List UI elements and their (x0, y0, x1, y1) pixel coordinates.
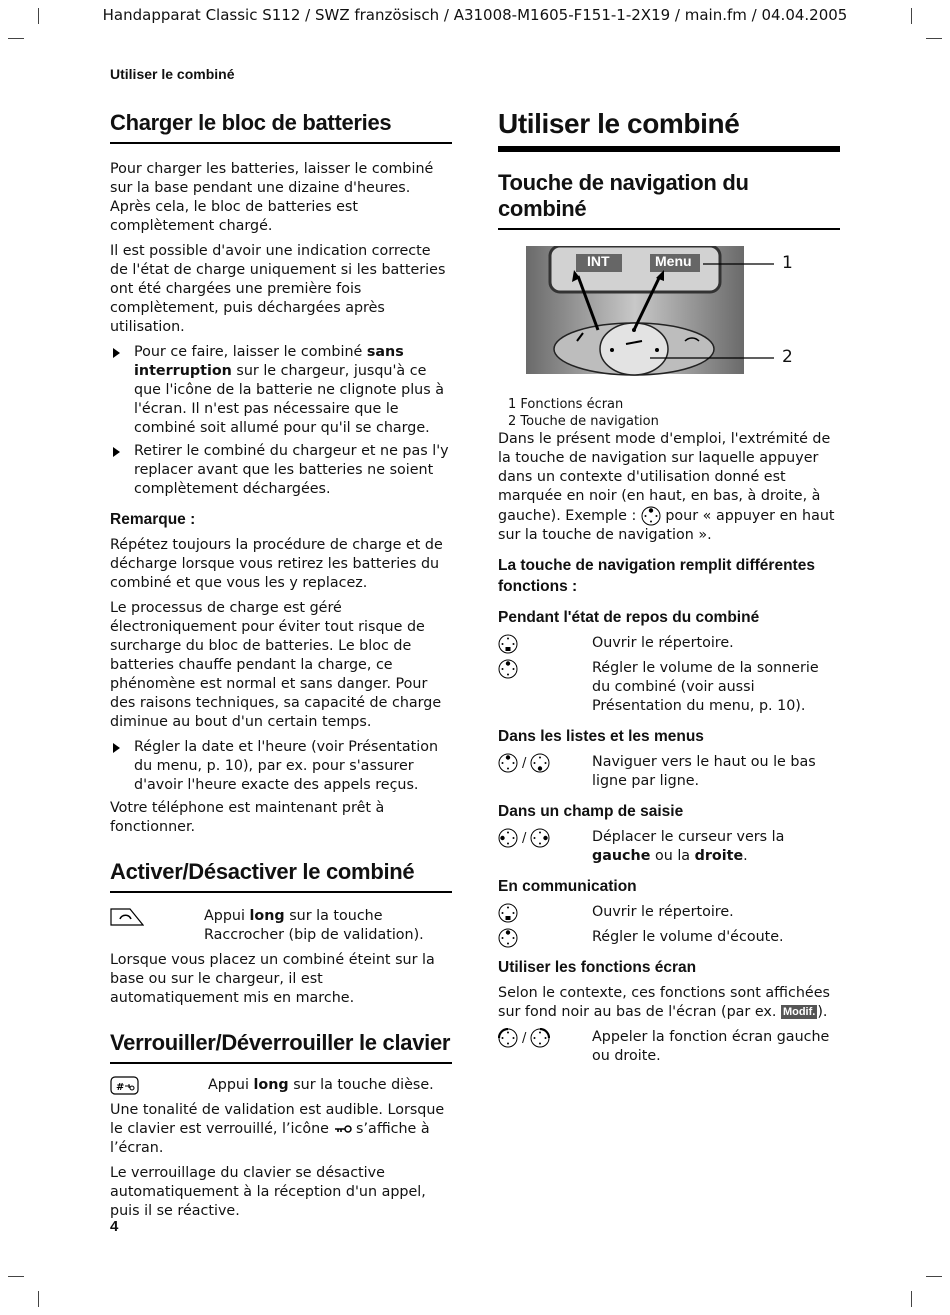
bold-text: long (249, 908, 285, 924)
separator: / (522, 755, 527, 771)
crop-mark (38, 1291, 39, 1307)
text: sur la touche Raccrocher (bip de validation). (204, 908, 424, 943)
paragraph: Lorsque vous placez un combiné éteint sur la base ou sur le chargeur, il est automatiquement mis en marche. (110, 952, 435, 1006)
text: Dans le présent mode d'emploi, l'extrémité de la touche de navigation sur laquelle appuyer dans un contexte d'utilisation donné est marquée en noir (en haut, en bas, à droite, à gauche). Exemple : (498, 431, 831, 524)
chapter-title: Utiliser le combiné (498, 108, 840, 152)
instruction-text: Ouvrir le répertoire. (592, 904, 734, 920)
instruction-row (498, 634, 840, 653)
subheading: Utiliser les fonctions écran (498, 959, 697, 976)
text: Déplacer le curseur vers la (592, 829, 785, 845)
text: Pour ce faire, laisser le combiné (134, 344, 367, 360)
nav-up-icon (498, 928, 518, 948)
paragraph: Répétez toujours la procédure de charge et de décharge lorsque vous retirez les batteries du combiné et que vous les y replacez. (110, 537, 443, 591)
nav-down-icon (530, 753, 550, 773)
bullet-item (110, 343, 452, 438)
instruction-row (498, 903, 840, 922)
bullet-item: Régler la date et l'heure (voir Présentation du menu, p. 10), par ex. pour s'assurer d'avoir l'heure exacte des appels reçus. (110, 738, 452, 795)
text: sur la touche dièse. (288, 1077, 434, 1093)
instruction-row (498, 753, 840, 791)
nav-right-icon (530, 828, 550, 848)
text: s’affiche à l’écran. (110, 1121, 430, 1156)
instruction-text (592, 828, 840, 866)
callout-number: 2 (782, 347, 793, 367)
section-onoff (110, 859, 452, 1008)
left-column (110, 110, 452, 1227)
nav-up-icon (498, 659, 518, 679)
text: . (743, 848, 748, 864)
section-charger (110, 110, 452, 837)
text: sur le chargeur, jusqu'à ce que l'icône de la batterie ne clignote plus à l'écran. Il n'est pas nécessaire que le combiné soit allumé pour qu'il se charge. (134, 363, 444, 436)
separator: / (522, 830, 527, 846)
instruction-row (498, 659, 840, 716)
paragraph: Il est possible d'avoir une indication correcte de l'état de charge uniquement si les batteries ont été chargées une première fois complètement, puis déchargées après utilisation. (110, 243, 446, 335)
paragraph (498, 984, 840, 1022)
page-number: 4 (110, 1218, 119, 1235)
handset-figure (498, 246, 840, 396)
nav-up-icon (498, 753, 518, 773)
crop-mark (8, 38, 24, 39)
callout-number: 1 (782, 253, 793, 273)
figure-caption: 2 Touche de navigation (508, 414, 659, 429)
paragraph (498, 430, 840, 545)
instruction-row (498, 828, 840, 866)
paragraph: Votre téléphone est maintenant prêt à fonctionner. (110, 800, 385, 835)
text: Une tonalité de validation est audible. Lorsque le clavier est verrouillé, l’icône (110, 1102, 445, 1137)
section-lock (110, 1030, 452, 1221)
paragraph: Pour charger les batteries, laisser le combiné sur la base pendant une dizaine d'heures. Après cela, le bloc de batteries est complètement chargé. (110, 161, 434, 234)
instruction-text: Régler le volume d'écoute. (592, 929, 784, 945)
subheading: En communication (498, 878, 637, 895)
hash-key-icon (110, 1076, 140, 1102)
instruction-text: Appeler la fonction écran gauche ou droite. (592, 1029, 830, 1064)
bold-text: droite (694, 848, 744, 864)
instruction-text: Régler le volume de la sonnerie du combiné (voir aussi Présentation du menu, p. 10). (592, 660, 819, 714)
instruction-text: Naviguer vers le haut ou le bas ligne par ligne. (592, 754, 816, 789)
nav-left-icon (498, 828, 518, 848)
left-softkey-icon (498, 1028, 518, 1048)
text: Appui (208, 1077, 254, 1093)
nav-up-icon (641, 506, 661, 526)
text: pour « appuyer en haut sur la touche de navigation ». (498, 508, 835, 543)
subheading: Dans les listes et les menus (498, 728, 704, 745)
subheading: La touche de navigation remplit différentes fonctions : (498, 557, 815, 595)
right-column (498, 108, 840, 1072)
section-title: Touche de navigation du combiné (498, 170, 840, 230)
bold-text: long (253, 1077, 289, 1093)
instruction-row (110, 907, 452, 945)
softkey-example: Modif. (782, 1006, 816, 1018)
remark-title: Remarque : (110, 511, 196, 528)
bold-text: sans interruption (134, 344, 404, 379)
section-title: Verrouiller/Déverrouiller le clavier (110, 1030, 452, 1064)
text: Selon le contexte, ces fonctions sont affichées sur fond noir au bas de l'écran (par ex. (498, 985, 830, 1020)
paragraph (110, 1101, 452, 1158)
paragraph: Le processus de charge est géré électroniquement pour éviter tout risque de surcharge du bloc de batteries. Le bloc de batteries chauffe pendant la charge, ce phénomène est normal et sans danger. Pour des raisons techniques, sa capacité de charge diminue au bout d'un certain temps. (110, 600, 442, 730)
text: Appui (204, 908, 250, 924)
file-header: Handapparat Classic S112 / SWZ französisch / A31008-M1605-F151-1-2X19 / main.fm / 04.04.2005 (102, 6, 848, 24)
crop-mark (926, 38, 942, 39)
crop-mark (911, 1291, 912, 1307)
instruction-row (110, 1076, 452, 1095)
bold-text: gauche (592, 848, 651, 864)
section-title: Charger le bloc de batteries (110, 110, 452, 144)
crop-mark (926, 1276, 942, 1277)
svg-text:#: # (116, 1082, 125, 1093)
subheading: Dans un champ de saisie (498, 803, 684, 820)
paragraph: Le verrouillage du clavier se désactive automatiquement à la réception d'un appel, puis il se réactive. (110, 1165, 426, 1219)
subheading: Pendant l'état de repos du combiné (498, 609, 760, 626)
menu-softkey-label: Menu (655, 253, 692, 269)
text: ). (817, 1004, 828, 1020)
nav-down-icon (498, 903, 518, 923)
key-lock-icon (334, 1121, 352, 1137)
figure-caption: 1 Fonctions écran (508, 397, 624, 412)
instruction-row (498, 1028, 840, 1066)
right-softkey-icon (530, 1028, 550, 1048)
running-head: Utiliser le combiné (110, 66, 235, 82)
instruction-text: Ouvrir le répertoire. (592, 635, 734, 651)
instruction-row (498, 928, 840, 947)
crop-mark (8, 1276, 24, 1277)
bullet-item: Retirer le combiné du chargeur et ne pas l'y replacer avant que les batteries ne soient complètement déchargées. (110, 442, 452, 499)
section-title: Activer/Désactiver le combiné (110, 859, 452, 893)
int-softkey-label: INT (587, 253, 610, 269)
end-call-key-icon (110, 907, 144, 933)
separator: / (522, 1030, 527, 1046)
text: ou la (650, 848, 695, 864)
nav-down-icon (498, 634, 518, 654)
